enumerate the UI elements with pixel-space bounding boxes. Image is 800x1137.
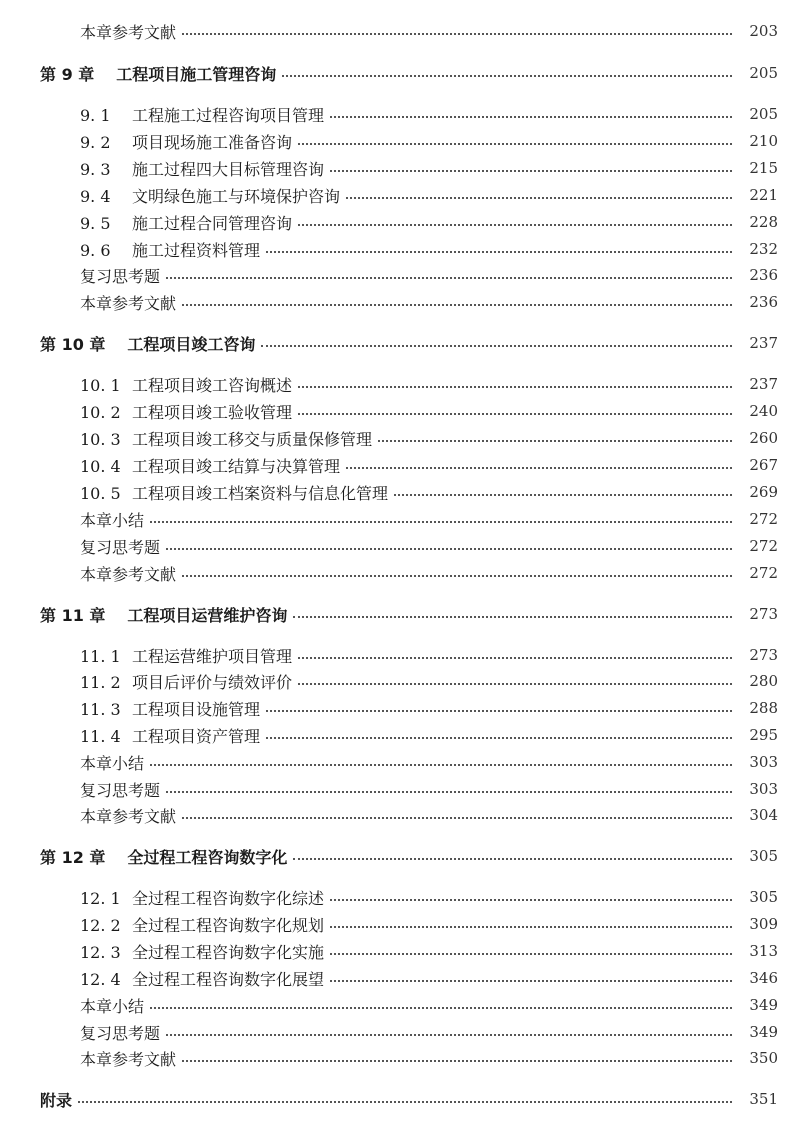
toc-entry-label	[40, 845, 293, 868]
chapter-number: 第 12 章	[40, 847, 106, 867]
dot-leader	[150, 521, 732, 523]
page-number: 272	[749, 510, 778, 528]
dot-leader	[298, 143, 732, 145]
section-number: 10. 3	[80, 429, 121, 449]
chapter-title: 附录	[40, 1090, 73, 1110]
page-number: 280	[749, 672, 778, 690]
page-number: 237	[749, 375, 778, 393]
toc-entry-row[interactable]	[0, 695, 800, 721]
section-title: 本章参考文献	[80, 806, 177, 826]
section-title: 本章小结	[80, 510, 145, 530]
dot-leader	[330, 926, 732, 928]
page-number: 269	[749, 483, 778, 501]
toc-entry-row[interactable]	[0, 668, 800, 694]
toc-entry-label	[80, 454, 346, 477]
toc-entry-label	[80, 724, 266, 747]
chapter-title: 工程项目竣工咨询	[127, 334, 256, 354]
toc-entry-label	[80, 130, 298, 153]
section-title: 文明绿色施工与环境保护咨询	[132, 186, 341, 206]
chapter-number: 第 10 章	[40, 334, 106, 354]
page-number: 236	[749, 293, 778, 311]
toc-entry-label	[80, 804, 182, 827]
section-title: 全过程工程咨询数字化规划	[132, 915, 325, 935]
section-title: 施工过程资料管理	[132, 240, 261, 260]
section-title: 施工过程四大目标管理咨询	[132, 159, 325, 179]
toc-entry-label	[80, 967, 330, 990]
toc-entry-label	[80, 508, 150, 531]
toc-entry-row[interactable]	[0, 371, 800, 397]
page-number: 236	[749, 266, 778, 284]
toc-entry-row[interactable]	[0, 533, 800, 559]
toc-entry-label	[80, 751, 150, 774]
dot-leader	[298, 386, 732, 388]
toc-entry-label	[40, 62, 282, 85]
section-title: 项目现场施工准备咨询	[132, 132, 293, 152]
page-number: 349	[749, 1023, 778, 1041]
toc-entry-label	[80, 291, 182, 314]
dot-leader	[298, 683, 732, 685]
toc-chapter-row[interactable]	[0, 330, 800, 356]
dot-leader	[330, 899, 732, 901]
dot-leader	[394, 494, 732, 496]
page-number: 304	[749, 806, 778, 824]
section-number: 10. 1	[80, 375, 121, 395]
section-title: 工程项目竣工验收管理	[132, 402, 293, 422]
section-title: 复习思考题	[80, 1023, 161, 1043]
section-number: 12. 3	[80, 942, 121, 962]
dot-leader	[346, 467, 732, 469]
section-number: 11. 4	[80, 726, 121, 746]
toc-entry-label	[80, 670, 298, 693]
section-number: 10. 2	[80, 402, 121, 422]
section-title: 本章小结	[80, 996, 145, 1016]
section-title: 复习思考题	[80, 537, 161, 557]
section-title: 工程项目竣工档案资料与信息化管理	[132, 483, 389, 503]
page-number: 349	[749, 996, 778, 1014]
toc-entry-label	[80, 535, 166, 558]
section-title: 复习思考题	[80, 266, 161, 286]
section-number: 9. 6	[80, 240, 111, 260]
toc-entry-row[interactable]	[0, 1019, 800, 1045]
page-number: 351	[749, 1090, 778, 1108]
chapter-title: 工程项目施工管理咨询	[116, 64, 277, 84]
section-title: 全过程工程咨询数字化展望	[132, 969, 325, 989]
dot-leader	[166, 791, 732, 793]
section-number: 9. 4	[80, 186, 111, 206]
toc-chapter-row[interactable]	[0, 1086, 800, 1112]
section-number: 10. 5	[80, 483, 121, 503]
toc-entry-row[interactable]	[0, 398, 800, 424]
page-number: 272	[749, 564, 778, 582]
section-number: 12. 4	[80, 969, 121, 989]
page-number: 272	[749, 537, 778, 555]
toc-entry-row[interactable]	[0, 209, 800, 235]
toc-entry-label	[80, 913, 330, 936]
page-number: 240	[749, 402, 778, 420]
page-number: 303	[749, 780, 778, 798]
page-number: 228	[749, 213, 778, 231]
toc-entry-row[interactable]	[0, 506, 800, 532]
toc-entry-row[interactable]	[0, 18, 800, 44]
toc-entry-row[interactable]	[0, 642, 800, 668]
toc-entry-row[interactable]	[0, 479, 800, 505]
dot-leader	[330, 170, 732, 172]
page-number: 221	[749, 186, 778, 204]
toc-entry-label	[80, 427, 378, 450]
dot-leader	[298, 657, 732, 659]
toc-entry-row[interactable]	[0, 992, 800, 1018]
toc-entry-row[interactable]	[0, 236, 800, 262]
toc-entry-row[interactable]	[0, 289, 800, 315]
section-number: 11. 2	[80, 672, 121, 692]
dot-leader	[330, 953, 732, 955]
toc-entry-label	[80, 238, 266, 261]
page-number: 273	[749, 646, 778, 664]
section-title: 本章参考文献	[80, 1049, 177, 1069]
toc-entry-label	[80, 886, 330, 909]
toc-entry-label	[80, 264, 166, 287]
dot-leader	[261, 345, 732, 347]
section-number: 9. 5	[80, 213, 111, 233]
toc-entry-label	[80, 103, 330, 126]
toc-entry-row[interactable]	[0, 938, 800, 964]
chapter-title: 工程项目运营维护咨询	[127, 605, 288, 625]
toc-entry-label	[80, 1021, 166, 1044]
page-number: 350	[749, 1049, 778, 1067]
section-title: 工程施工过程咨询项目管理	[132, 105, 325, 125]
toc-chapter-row[interactable]	[0, 60, 800, 86]
section-number: 11. 1	[80, 646, 121, 666]
page-number: 303	[749, 753, 778, 771]
section-title: 项目后评价与绩效评价	[132, 672, 293, 692]
page-number: 210	[749, 132, 778, 150]
dot-leader	[266, 710, 732, 712]
dot-leader	[150, 764, 732, 766]
dot-leader	[378, 440, 732, 442]
toc-entry-label	[80, 373, 298, 396]
toc-entry-label	[80, 1047, 182, 1070]
toc-entry-label	[80, 697, 266, 720]
section-title: 施工过程合同管理咨询	[132, 213, 293, 233]
toc-entry-row[interactable]	[0, 1045, 800, 1071]
page-number: 215	[749, 159, 778, 177]
dot-leader	[150, 1007, 732, 1009]
toc-entry-label	[80, 778, 166, 801]
page-number: 309	[749, 915, 778, 933]
toc-entry-label	[80, 400, 298, 423]
section-number: 9. 1	[80, 105, 111, 125]
page-number: 205	[749, 105, 778, 123]
section-title: 复习思考题	[80, 780, 161, 800]
section-title: 全过程工程咨询数字化综述	[132, 888, 325, 908]
toc-entry-row[interactable]	[0, 560, 800, 586]
page-number: 295	[749, 726, 778, 744]
dot-leader	[266, 737, 732, 739]
toc-entry-label	[80, 994, 150, 1017]
section-number: 12. 2	[80, 915, 121, 935]
section-number: 12. 1	[80, 888, 121, 908]
section-title: 本章参考文献	[80, 22, 177, 42]
section-title: 工程项目竣工移交与质量保修管理	[132, 429, 373, 449]
toc-entry-row[interactable]	[0, 911, 800, 937]
toc-entry-label	[80, 211, 298, 234]
page-number: 273	[749, 605, 778, 623]
chapter-number: 第 11 章	[40, 605, 106, 625]
toc-entry-row[interactable]	[0, 425, 800, 451]
toc-entry-row[interactable]	[0, 155, 800, 181]
page-number: 205	[749, 64, 778, 82]
toc-entry-label	[40, 332, 261, 355]
dot-leader	[298, 413, 732, 415]
page-number: 346	[749, 969, 778, 987]
toc-entry-label	[80, 20, 182, 43]
section-title: 工程运营维护项目管理	[132, 646, 293, 666]
toc-entry-label	[80, 157, 330, 180]
toc-entry-row[interactable]	[0, 965, 800, 991]
page-number: 232	[749, 240, 778, 258]
dot-leader	[166, 548, 732, 550]
toc-entry-row[interactable]	[0, 802, 800, 828]
section-title: 全过程工程咨询数字化实施	[132, 942, 325, 962]
dot-leader	[166, 1034, 732, 1036]
page-number: 313	[749, 942, 778, 960]
toc-entry-label	[80, 940, 330, 963]
page-number: 203	[749, 22, 778, 40]
toc-entry-label	[40, 1088, 78, 1111]
toc-entry-row[interactable]	[0, 884, 800, 910]
toc-entry-row[interactable]	[0, 128, 800, 154]
toc-entry-label	[80, 562, 182, 585]
dot-leader	[182, 1060, 732, 1062]
dot-leader	[182, 33, 732, 35]
toc-entry-row[interactable]	[0, 262, 800, 288]
section-title: 工程项目资产管理	[132, 726, 261, 746]
section-title: 工程项目竣工结算与决算管理	[132, 456, 341, 476]
toc-chapter-row[interactable]	[0, 601, 800, 627]
section-title: 本章参考文献	[80, 564, 177, 584]
dot-leader	[293, 616, 732, 618]
dot-leader	[298, 224, 732, 226]
dot-leader	[293, 858, 732, 860]
section-title: 本章参考文献	[80, 293, 177, 313]
dot-leader	[330, 980, 732, 982]
section-number: 9. 3	[80, 159, 111, 179]
dot-leader	[166, 277, 732, 279]
dot-leader	[182, 304, 732, 306]
toc-entry-row[interactable]	[0, 182, 800, 208]
toc-entry-row[interactable]	[0, 452, 800, 478]
section-number: 10. 4	[80, 456, 121, 476]
dot-leader	[78, 1101, 732, 1103]
section-title: 本章小结	[80, 753, 145, 773]
section-number: 9. 2	[80, 132, 111, 152]
toc-entry-row[interactable]	[0, 101, 800, 127]
chapter-number: 第 9 章	[40, 64, 95, 84]
section-number: 11. 3	[80, 699, 121, 719]
page-number: 305	[749, 847, 778, 865]
page-number: 260	[749, 429, 778, 447]
chapter-title: 全过程工程咨询数字化	[127, 847, 288, 867]
toc-entry-label	[40, 603, 293, 626]
toc-entry-label	[80, 481, 394, 504]
toc-chapter-row[interactable]	[0, 843, 800, 869]
page-number: 267	[749, 456, 778, 474]
toc-entry-row[interactable]	[0, 749, 800, 775]
dot-leader	[182, 575, 732, 577]
section-title: 工程项目设施管理	[132, 699, 261, 719]
dot-leader	[330, 116, 732, 118]
dot-leader	[346, 197, 732, 199]
toc-entry-label	[80, 644, 298, 667]
toc-entry-row[interactable]	[0, 776, 800, 802]
dot-leader	[182, 817, 732, 819]
page-number: 288	[749, 699, 778, 717]
toc-entry-row[interactable]	[0, 722, 800, 748]
toc-entry-label	[80, 184, 346, 207]
dot-leader	[282, 75, 732, 77]
page-number: 237	[749, 334, 778, 352]
section-title: 工程项目竣工咨询概述	[132, 375, 293, 395]
page-number: 305	[749, 888, 778, 906]
dot-leader	[266, 251, 732, 253]
